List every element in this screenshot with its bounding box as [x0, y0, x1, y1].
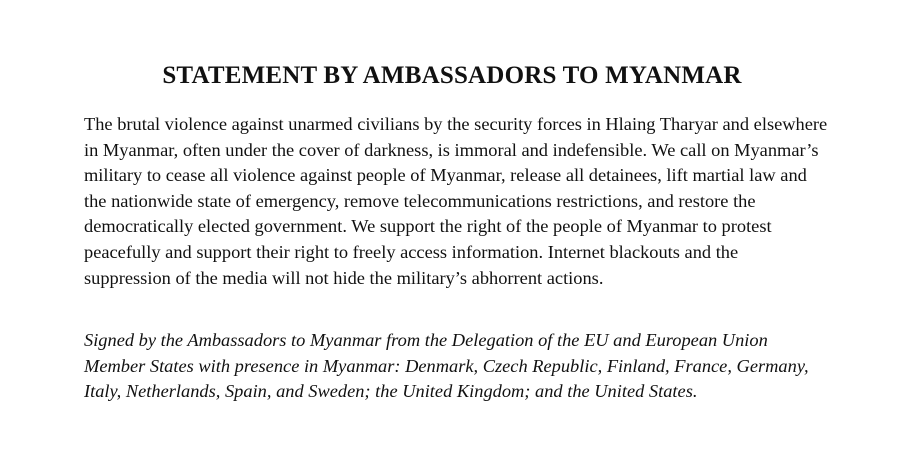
statement-body: The brutal violence against unarmed civilians by the security forces in Hlaing Tharyar and elsewhere in Myanmar, often under the cover of darkness, is immoral and indefensible. We call on Myanmar’s military to cease all violence against people of Myanmar, release all detainees, lift martial law and the nationwide state of emergency, remove telecommunications restrictions, and restore the democratically elected government. We support the right of the people of Myanmar to protest peacefully and support their right to freely access information. Internet blackouts and the suppression of the media will not hide the military’s abhorrent actions. [84, 114, 828, 288]
statement-title: STATEMENT BY AMBASSADORS TO MYANMAR [162, 62, 742, 89]
signatories-note: Signed by the Ambassadors to Myanmar from the Delegation of the EU and European Union Member States with presence in Myanmar: Denmark, Czech Republic, Finland, France, Germany, Italy, Netherlands, Spain, and Sweden; the United Kingdom; and the United States. [84, 330, 809, 402]
